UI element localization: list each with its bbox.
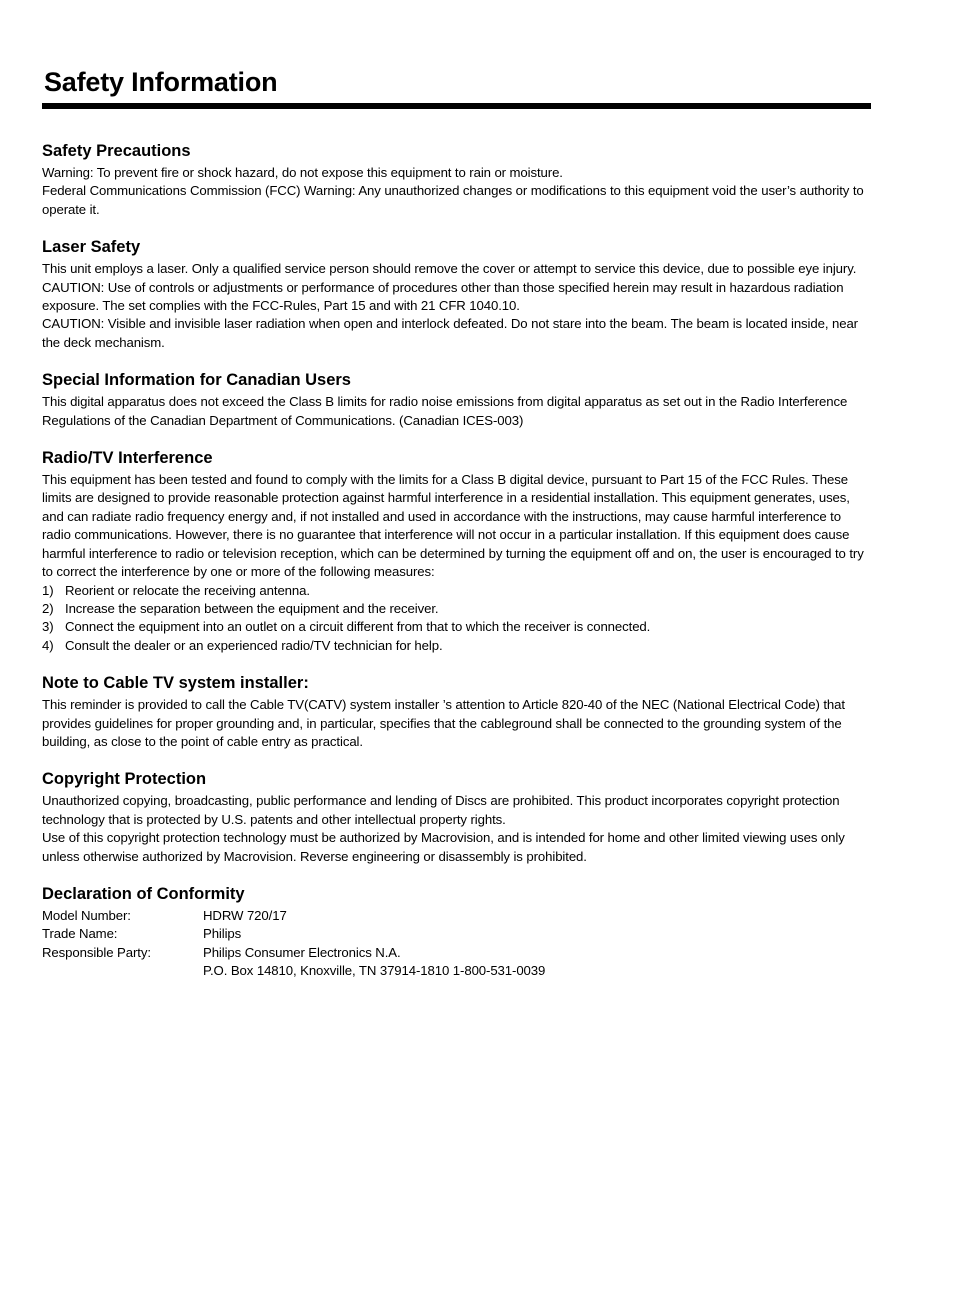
list-item xyxy=(42,582,870,600)
copyright-protection-section xyxy=(42,768,870,866)
section-heading: Copyright Protection xyxy=(42,770,207,789)
declaration-row xyxy=(42,962,870,980)
list-item xyxy=(42,618,870,636)
declaration-label: Trade Name: xyxy=(42,926,118,942)
section-heading: Note to Cable TV system installer: xyxy=(42,674,309,693)
list-number: 4) xyxy=(42,637,54,653)
declaration-row xyxy=(42,925,870,943)
page-title: Safety Information xyxy=(44,67,278,97)
paragraph: CAUTION: Use of controls or adjustments or performance of procedures other than those specified herein may result in hazardous radiation exposure. The set complies with the FCC-Rules, Part 15 and with 21 CFR 1040.10. xyxy=(42,279,844,314)
declaration-value: HDRW 720/17 xyxy=(203,907,287,923)
declaration-value: P.O. Box 14810, Knoxville, TN 37914-1810 1-800-531-0039 xyxy=(203,963,546,979)
paragraph: This equipment has been tested and found to comply with the limits for a Class B digital device, pursuant to Part 15 of the FCC Rules. These limits are designed to provide reasonable protection against harmful interference in a residential installation. This equipment generates, uses, and can radiate radio frequency energy and, if not installed and used in accordance with the instructions, may cause harmful interference to radio communications. However, there is no guarantee that interference will not occur in a particular installation. If this equipment does cause harmful interference to radio or television reception, which can be determined by turning the equipment off and on, the user is encouraged to try to correct the interference by one or more of the following measures: xyxy=(42,472,864,580)
section-heading: Special Information for Canadian Users xyxy=(42,371,351,390)
list-number: 2) xyxy=(42,600,54,616)
paragraph: Federal Communications Commission (FCC) Warning: Any unauthorized changes or modifications to this equipment void the user’s authority to operate it. xyxy=(42,183,864,217)
safety-precautions-section xyxy=(42,140,870,219)
title-rule xyxy=(42,103,871,109)
list-text: Consult the dealer or an experienced radio/TV technician for help. xyxy=(65,637,443,653)
paragraph: Unauthorized copying, broadcasting, public performance and lending of Discs are prohibited. This product incorporates copyright protection technology that is protected by U.S. patents and other intellectual property rights. xyxy=(42,793,840,827)
declaration-value: Philips Consumer Electronics N.A. xyxy=(203,944,401,960)
paragraph: This unit employs a laser. Only a qualified service person should remove the cover or attempt to service this device, due to possible eye injury. xyxy=(42,261,857,277)
section-heading: Safety Precautions xyxy=(42,142,191,160)
declaration-of-conformity-section xyxy=(42,883,870,981)
section-heading: Declaration of Conformity xyxy=(42,884,245,903)
paragraph: Warning: To prevent fire or shock hazard, do not expose this equipment to rain or moisture. xyxy=(42,165,563,180)
section-heading: Laser Safety xyxy=(42,238,141,257)
section-heading: Radio/TV Interference xyxy=(42,449,213,468)
laser-safety-section xyxy=(42,236,870,352)
declaration-label xyxy=(42,962,203,980)
canadian-users-section xyxy=(42,369,870,430)
paragraph: CAUTION: Visible and invisible laser radiation when open and interlock defeated. Do not stare into the beam. The beam is located inside, near the deck mechanism. xyxy=(42,316,858,350)
measures-list xyxy=(42,582,870,656)
paragraph: This reminder is provided to call the Cable TV(CATV) system installer ’s attention to Article 820-40 of the NEC (National Electrical Code) that provides guidelines for proper grounding and, in particular, specifies that the cableground shall be connected to the grounding system of the building, as close to the point of cable entry as practical. xyxy=(42,697,845,749)
list-number: 3) xyxy=(42,619,54,635)
cable-tv-section xyxy=(42,672,870,751)
paragraph: Use of this copyright protection technology must be authorized by Macrovision, and is intended for home and other limited viewing uses only unless otherwise authorized by Macrovision. Reverse engineering or disassembly is prohibited. xyxy=(42,830,845,864)
declaration-label: Responsible Party: xyxy=(42,944,151,960)
list-text: Connect the equipment into an outlet on a circuit different from that to which the receiver is connected. xyxy=(65,619,651,635)
list-item xyxy=(42,637,870,655)
page-content xyxy=(42,140,870,998)
list-text: Increase the separation between the equipment and the receiver. xyxy=(65,600,439,616)
radio-tv-interference-section xyxy=(42,447,870,655)
declaration-label: Model Number: xyxy=(42,907,131,923)
paragraph: This digital apparatus does not exceed the Class B limits for radio noise emissions from digital apparatus as set out in the Radio Interference Regulations of the Canadian Department of Communications. (Canadian ICES-003) xyxy=(42,394,848,428)
declaration-row xyxy=(42,944,870,962)
list-number: 1) xyxy=(42,582,54,598)
list-text: Reorient or relocate the receiving antenna. xyxy=(65,582,310,598)
list-item xyxy=(42,600,870,618)
declaration-row xyxy=(42,907,870,925)
declaration-value: Philips xyxy=(203,926,242,942)
